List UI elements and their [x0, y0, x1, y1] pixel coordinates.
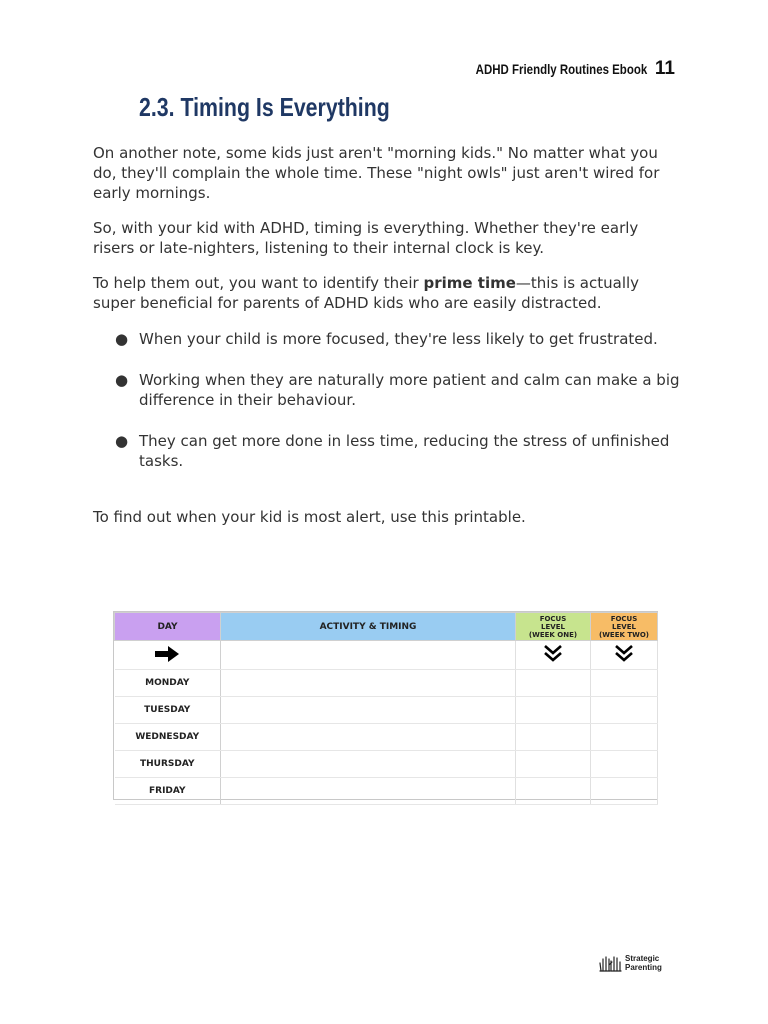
- table-row: [115, 697, 658, 724]
- table-row: [115, 670, 658, 697]
- double-chevron-down-icon: [614, 644, 634, 662]
- paragraph-night-owls: [93, 143, 683, 203]
- logo-wordmark: [625, 954, 662, 972]
- logo-line: Parenting: [625, 963, 662, 972]
- arrow-cell: [115, 641, 221, 670]
- day-label: FRIDAY: [115, 778, 221, 805]
- header-day: DAY: [115, 613, 221, 641]
- hands-icon: [598, 953, 622, 973]
- paragraph-text: So, with your kid with ADHD, timing is everything. Whether they're early risers or late-nighters, listening to their internal clock is key.: [93, 219, 639, 257]
- paragraph-text-start: To help them out, you want to identify their: [93, 274, 424, 292]
- table-row: [115, 778, 658, 805]
- focus-cell: [516, 670, 591, 697]
- paragraph-timing: [93, 218, 683, 258]
- list-item: [93, 329, 683, 349]
- focus-cell: [591, 724, 658, 751]
- list-item-text: When your child is more focused, they're less likely to get frustrated.: [139, 330, 658, 348]
- arrow-right-icon: [154, 645, 180, 663]
- list-item-text: They can get more done in less time, reducing the stress of unfinished tasks.: [139, 432, 670, 470]
- section-title: 2.3. Timing Is Everything: [139, 92, 390, 122]
- table-header-row: [115, 613, 658, 641]
- paragraph-text: On another note, some kids just aren't "morning kids." No matter what you do, they'll complain the whole time. These "night owls" just aren't wired for early mornings.: [93, 144, 660, 202]
- ebook-title: ADHD Friendly Routines Ebook: [475, 61, 647, 77]
- paragraph-text-end: —this is actually super beneficial for parents of ADHD kids who are easily distracted.: [93, 274, 640, 312]
- activity-cell: [221, 697, 516, 724]
- header-focus-week-one: [516, 613, 591, 641]
- logo-line: Strategic: [625, 954, 660, 963]
- day-label: MONDAY: [115, 670, 221, 697]
- focus-cell: [516, 778, 591, 805]
- prime-time-emphasis: prime time: [423, 274, 516, 292]
- day-label: THURSDAY: [115, 751, 221, 778]
- chevron-cell: [516, 641, 591, 670]
- activity-cell: [221, 778, 516, 805]
- day-label: TUESDAY: [115, 697, 221, 724]
- day-label: WEDNESDAY: [115, 724, 221, 751]
- focus-printable-table: [113, 611, 658, 800]
- header-line: LEVEL: [541, 622, 565, 631]
- bullet-marker: ●: [115, 432, 129, 450]
- schedule-table: [114, 612, 658, 805]
- activity-cell: [221, 751, 516, 778]
- paragraph-text: To find out when your kid is most alert, use this printable.: [93, 508, 526, 526]
- paragraph-prime-time: [93, 273, 683, 313]
- table-row: [115, 751, 658, 778]
- focus-cell: [516, 751, 591, 778]
- header-line: LEVEL: [612, 622, 636, 631]
- focus-cell: [591, 751, 658, 778]
- page-number: 11: [654, 58, 675, 79]
- header-line: FOCUS: [610, 614, 638, 623]
- benefits-list: [93, 329, 683, 492]
- header-line: FOCUS: [539, 614, 567, 623]
- chevron-cell: [591, 641, 658, 670]
- paragraph-text: [93, 273, 683, 313]
- focus-cell: [591, 670, 658, 697]
- list-item: [93, 431, 683, 471]
- table-cell: [221, 641, 516, 670]
- list-item: [93, 370, 683, 410]
- activity-cell: [221, 670, 516, 697]
- bullet-marker: ●: [115, 371, 129, 389]
- header-line: (WEEK ONE): [528, 630, 578, 639]
- header-line: (WEEK TWO): [599, 630, 649, 639]
- double-chevron-down-icon: [543, 644, 563, 662]
- header-activity-timing: ACTIVITY & TIMING: [221, 613, 516, 641]
- bullet-marker: ●: [115, 330, 129, 348]
- table-row: [115, 724, 658, 751]
- table-icon-row: [115, 641, 658, 670]
- list-item-text: Working when they are naturally more patient and calm can make a big difference in their behaviour.: [139, 371, 680, 409]
- paragraph-printable-intro: [93, 507, 683, 527]
- page-header: [438, 58, 675, 80]
- focus-cell: [591, 697, 658, 724]
- activity-cell: [221, 724, 516, 751]
- strategic-parenting-logo: [598, 953, 662, 973]
- focus-cell: [516, 697, 591, 724]
- header-focus-week-two: [591, 613, 658, 641]
- focus-cell: [516, 724, 591, 751]
- focus-cell: [591, 778, 658, 805]
